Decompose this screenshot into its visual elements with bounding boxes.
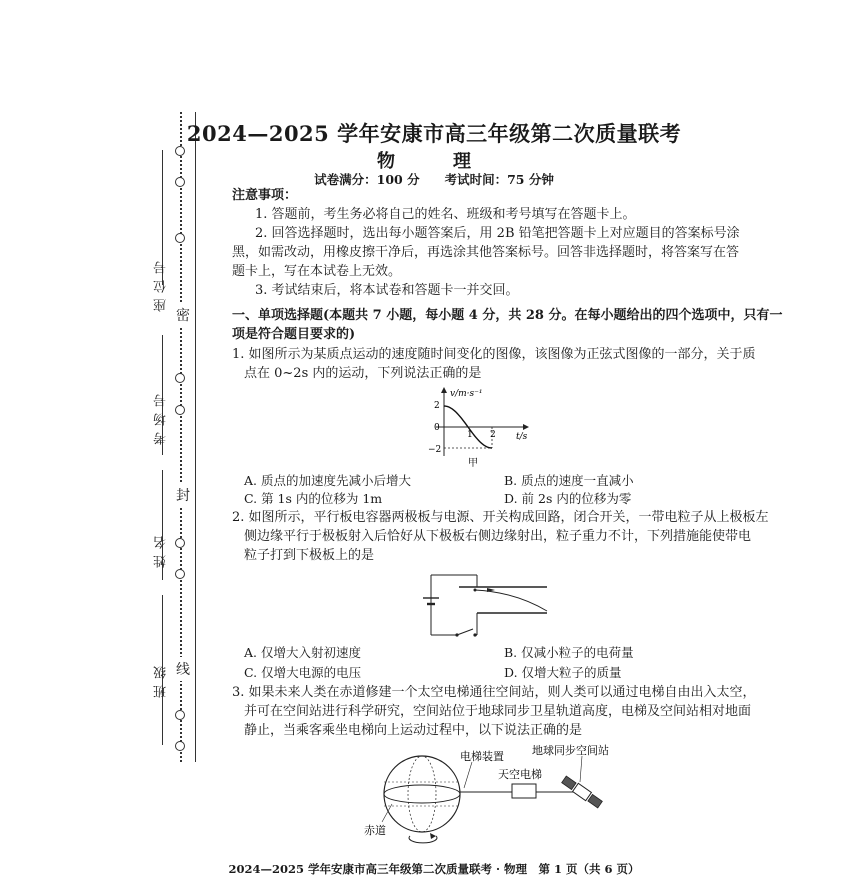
note-3: 3. 考试结束后，将本试卷和答题卡一并交回。: [255, 283, 519, 298]
q2-option-d: D. 仅增大粒子的质量: [504, 665, 622, 680]
label-elevator-device: 电梯装置: [460, 750, 504, 763]
label-equator: 赤道: [364, 824, 386, 837]
exam-subject: 物 理: [377, 151, 491, 172]
q2-option-b: B. 仅减小粒子的电荷量: [504, 645, 634, 660]
q2-stem-2: 侧边缘平行于极板射入后恰好从下极板右侧边缘射出，粒子重力不计，下列措施能使带电: [244, 529, 752, 544]
tick-y-2: 2: [434, 401, 440, 411]
notes-heading: 注意事项：: [232, 188, 298, 203]
q1-velocity-graph: [420, 384, 540, 470]
charged-particle: [474, 589, 477, 592]
graph-y-label: v/m·s⁻¹: [450, 389, 483, 399]
q2-capacitor-circuit: [415, 565, 555, 640]
binding-hole-4: [175, 373, 185, 383]
q3-stem-2: 并可在空间站进行科学研究，空间站位于地球同步卫星轨道高度，电梯及空间站相对地面: [244, 704, 752, 719]
seat-number-label: 座位号: [154, 255, 169, 312]
tick-y-neg2: −2: [428, 445, 442, 455]
seal-char-feng: 封: [176, 483, 190, 507]
note-2c: 题卡上，写在本试卷上无效。: [232, 264, 402, 279]
exam-info: 试卷满分：100 分 考试时间：75 分钟: [314, 172, 554, 187]
seal-solid-line: [195, 112, 196, 762]
seal-char-mi: 密: [176, 303, 190, 327]
q1-option-c: C. 第 1s 内的位移为 1m: [244, 491, 383, 506]
binding-hole-8: [175, 710, 185, 720]
section1-heading-2: 项是符合题目要求的): [232, 327, 356, 342]
binding-hole-6: [175, 538, 185, 548]
label-sky-elevator: 天空电梯: [498, 768, 542, 781]
binding-hole-7: [175, 569, 185, 579]
binding-hole-3: [175, 233, 185, 243]
q1-stem-2: 点在 0~2s 内的运动，下列说法正确的是: [244, 366, 482, 381]
q1-option-b: B. 质点的速度一直减小: [504, 473, 634, 488]
q1-option-d: D. 前 2s 内的位移为零: [504, 491, 632, 506]
particle-trajectory: [475, 590, 547, 611]
tick-x-1: 1: [467, 430, 473, 440]
q3-stem-3: 静止，当乘客乘坐电梯向上运动过程中，以下说法正确的是: [244, 723, 583, 738]
note-1: 1. 答题前，考生务必将自己的姓名、班级和考号填写在答题卡上。: [255, 207, 636, 222]
exam-title: 2024—2025 学年安康市高三年级第二次质量联考: [186, 121, 682, 146]
note-2a: 2. 回答选择题时，选出每小题答案后，用 2B 铅笔把答题卡上对应题目的答案标号涂: [255, 226, 740, 241]
seal-char-xian: 线: [176, 657, 190, 681]
q3-space-elevator-diagram: [360, 742, 620, 850]
q1-option-a: A. 质点的加速度先减小后增大: [244, 473, 411, 488]
class-label: 班级: [154, 660, 169, 698]
binding-hole-5: [175, 405, 185, 415]
page-footer: 2024—2025 学年安康市高三年级第二次质量联考 · 物理 第 1 页（共 6 页）: [228, 862, 640, 876]
q2-option-c: C. 仅增大电源的电压: [244, 665, 362, 680]
room-number-label: 考场号: [154, 388, 169, 445]
q2-stem-1: 2. 如图所示，平行板电容器两极板与电源、开关构成回路，闭合开关，一带电粒子从上极板左: [232, 510, 769, 525]
graph-caption: 甲: [468, 458, 478, 469]
tick-y-0: 0: [434, 423, 440, 433]
binding-hole-9: [175, 741, 185, 751]
equator-line: [384, 785, 460, 803]
q1-stem-1: 1. 如图所示为某质点运动的速度随时间变化的图像，该图像为正弦式图像的一部分，关于质: [232, 347, 756, 362]
earth: [384, 756, 460, 832]
section1-heading-1: 一、单项选择题(本题共 7 小题，每小题 4 分，共 28 分。在每小题给出的四个选项中，只有一: [232, 308, 783, 323]
label-sync-station: 地球同步空间站: [532, 744, 609, 757]
switch: [457, 629, 473, 635]
q2-stem-3: 粒子打到下极板上的是: [244, 548, 375, 563]
name-label: 姓名: [154, 530, 169, 568]
tick-x-2: 2: [490, 430, 496, 440]
graph-x-label: t/s: [516, 432, 528, 442]
note-2b: 黑，如需改动，用橡皮擦干净后，再选涂其他答案标号。回答非选择题时，将答案写在答: [232, 245, 740, 260]
q2-option-a: A. 仅增大入射初速度: [244, 645, 361, 660]
q3-stem-1: 3. 如果未来人类在赤道修建一个太空电梯通往空间站，则人类可以通过电梯自由出入太空，: [232, 685, 756, 700]
elevator-car: [512, 784, 536, 798]
